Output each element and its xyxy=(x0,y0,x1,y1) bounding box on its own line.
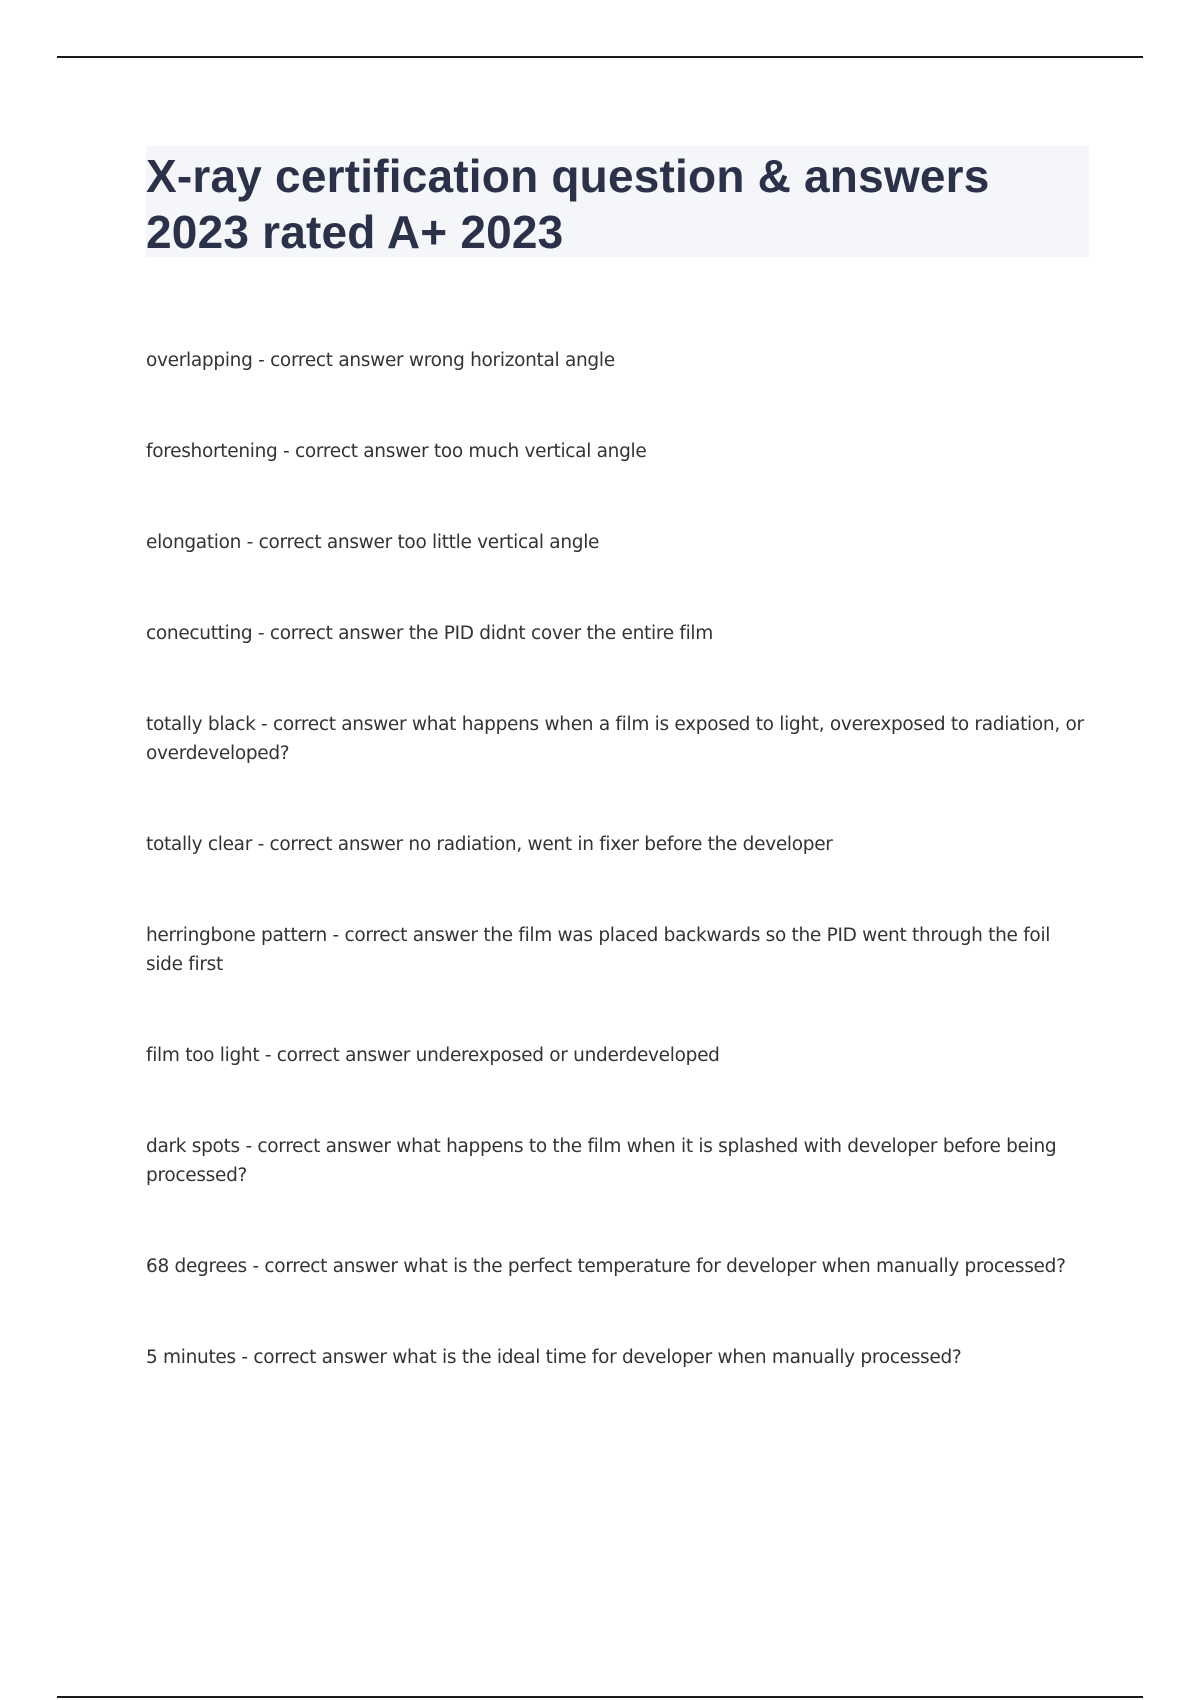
qa-item-totally-clear: totally clear - correct answer no radiation, went in fixer before the developer xyxy=(146,834,833,855)
top-divider xyxy=(57,56,1143,58)
qa-item-film-too-light: film too light - correct answer underexposed or underdeveloped xyxy=(146,1045,720,1066)
qa-item-dark-spots: dark spots - correct answer what happens to the film when it is splashed with developer before being processed? xyxy=(146,1136,1057,1186)
qa-item-foreshortening: foreshortening - correct answer too much vertical angle xyxy=(146,441,647,462)
qa-item-totally-black: totally black - correct answer what happens when a film is exposed to light, overexposed to radiation, or overdeveloped? xyxy=(146,714,1084,764)
page-title xyxy=(146,148,1089,260)
bottom-divider xyxy=(57,1696,1143,1698)
qa-item-elongation: elongation - correct answer too little vertical angle xyxy=(146,532,600,553)
page-title-line-1: X-ray certification question & answers xyxy=(146,150,990,202)
qa-item-5-minutes: 5 minutes - correct answer what is the ideal time for developer when manually processed? xyxy=(146,1347,962,1368)
qa-item-overlapping: overlapping - correct answer wrong horizontal angle xyxy=(146,350,615,371)
qa-list xyxy=(146,346,1086,1372)
qa-item-conecutting: conecutting - correct answer the PID didnt cover the entire film xyxy=(146,623,713,644)
page-title-line-2: 2023 rated A+ 2023 xyxy=(146,206,564,258)
title-banner xyxy=(146,146,1089,257)
qa-item-herringbone-pattern: herringbone pattern - correct answer the film was placed backwards so the PID went through the foil side first xyxy=(146,925,1051,975)
qa-item-68-degrees: 68 degrees - correct answer what is the perfect temperature for developer when manually processed? xyxy=(146,1256,1066,1277)
